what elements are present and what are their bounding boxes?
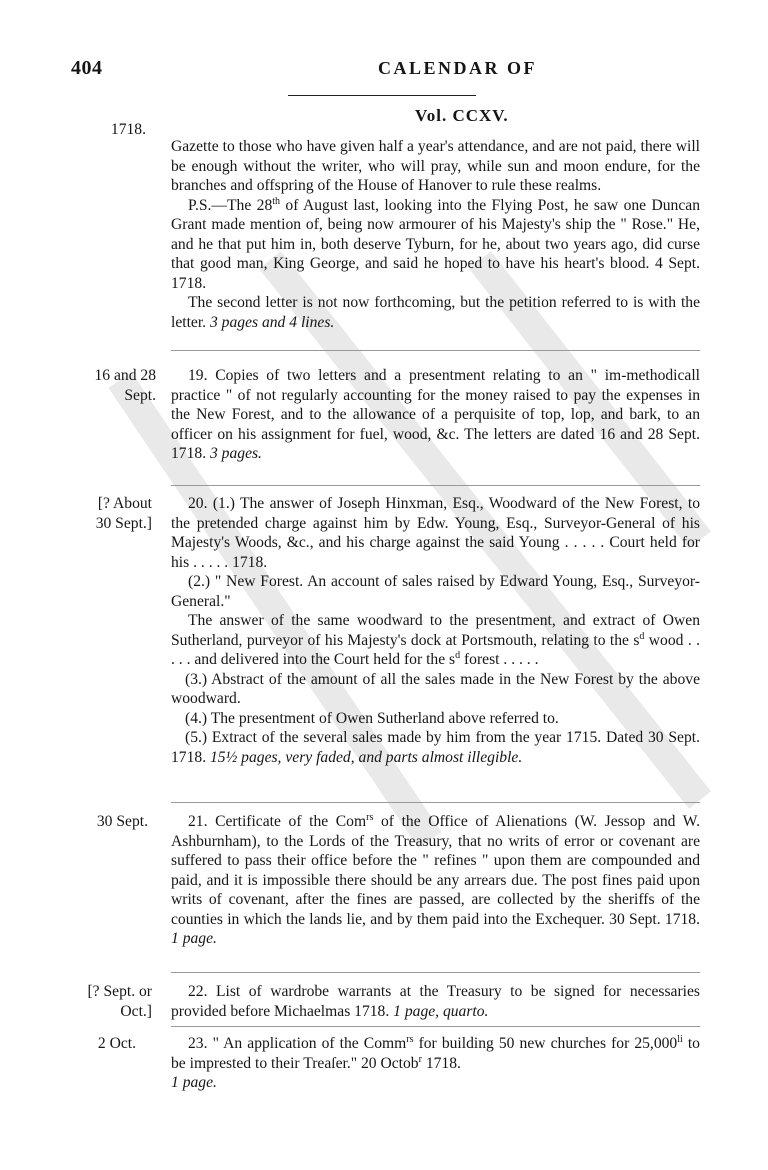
paragraph: Gazette to those who have given half a year's attendance, and are not paid, there will be enough without the writer, who will pray, while sun and moon endure, for the branches and offspring of the House of Hanover to rule these realms. [171,138,700,194]
entry-date: 2 Oct. [97,1035,136,1052]
entry-divider [171,802,700,803]
paragraph: The second letter is not now forthcoming, but the petition referred to is with the letter. 3 pages and 4 lines. [171,294,700,331]
page-number: 404 [71,57,103,79]
entry-19: 19. Copies of two letters and a presentment relating to an " im-methodicall practice " of not regularly accounting for the money raised to pay the expenses in the New Forest, and to the allowance of a perquisite of top, lop, and bark, to an officer on his assignment for fuel, wood, &c. The letters are dated 16 and 28 Sept. 1718. 3 pages. [171,367,700,462]
entry-20: 20. (1.) The answer of Joseph Hinxman, Esq., Woodward of the New Forest, to the pretended charge against him by Edw. Young, Esq., Surveyor-General of his Majesty's Woods, &c., and his charge against the said Young . . . . . Court held for his . . . . . 1718. (2.) " New Forest. An account of sales raised by Edward Young, Esq., Surveyor-General." The answer of the same woodward to the presentment, and extract of Owen Sutherland, purveyor of his Majesty's dock at Portsmouth, relating to the $s^d$ wood . . . . . and delivered into the Court held for the $s^d$ forest . . . . . (3.) Abstract of the amount of all the sales made in the New Forest by the above woodward. (4.) The presentment of Owen Sutherland above referred to. (5.) Extract of the several sales made by him from the year 1715. Dated 30 Sept. 1718. 15½ pages, very faded, and parts almost illegible. [171,495,700,766]
entry-date: [? About 30 Sept.] [95,495,152,532]
margin-year: 1718. [110,121,146,138]
entry-date: 16 and 28 Sept. [94,367,156,404]
entry-divider [171,1026,700,1027]
entry-continuation [171,137,700,332]
entry-divider [171,350,700,351]
running-title: CALENDAR OF [378,58,538,78]
volume-heading: Vol. CCXV. [415,106,509,125]
entry-divider [171,972,700,973]
entry-23: 23. " An application of the Comm$^{rs}$ for building 50 new churches for $25,000^{li}$ to be imprested to their Treaſer." 20 Octob$^r$ 1718. 1 page. [171,1033,700,1091]
header-rule [288,95,476,96]
entry-date: [? Sept. or Oct.] [87,983,152,1020]
postscript-paragraph: P.S.—The 28th of August last, looking into the Flying Post, he saw one Duncan Grant made mention of, being now armourer of his Majesty's ship the " Rose." He, and he that put him in, both deserve Tyburn, for he, about two years ago, did curse that good man, King George, and said he hoped to have his heart's blood. 4 Sept. 1718. [171,195,700,292]
entry-21: 21. Certificate of the Com$^{rs}$ of the Office of Alienations (W. Jessop and W. Ashburnham), to the Lords of the Treasury, that no writs of error or covenant are suffered to pass their office before the " refines " upon them are compounded and paid, and it is impossible there should be any arrears due. The post fines paid upon writs of covenant, after the fines are passed, are collected by the sheriffs of the counties in which the lands lie, and by them paid into the Exchequer. 30 Sept. 1718. 1 page. [171,811,700,947]
entry-date: 30 Sept. [96,813,148,830]
entry-22: 22. List of wardrobe warrants at the Treasury to be signed for necessaries provided before Michaelmas 1718. 1 page, quarto. [171,983,700,1020]
entry-divider [171,485,700,486]
